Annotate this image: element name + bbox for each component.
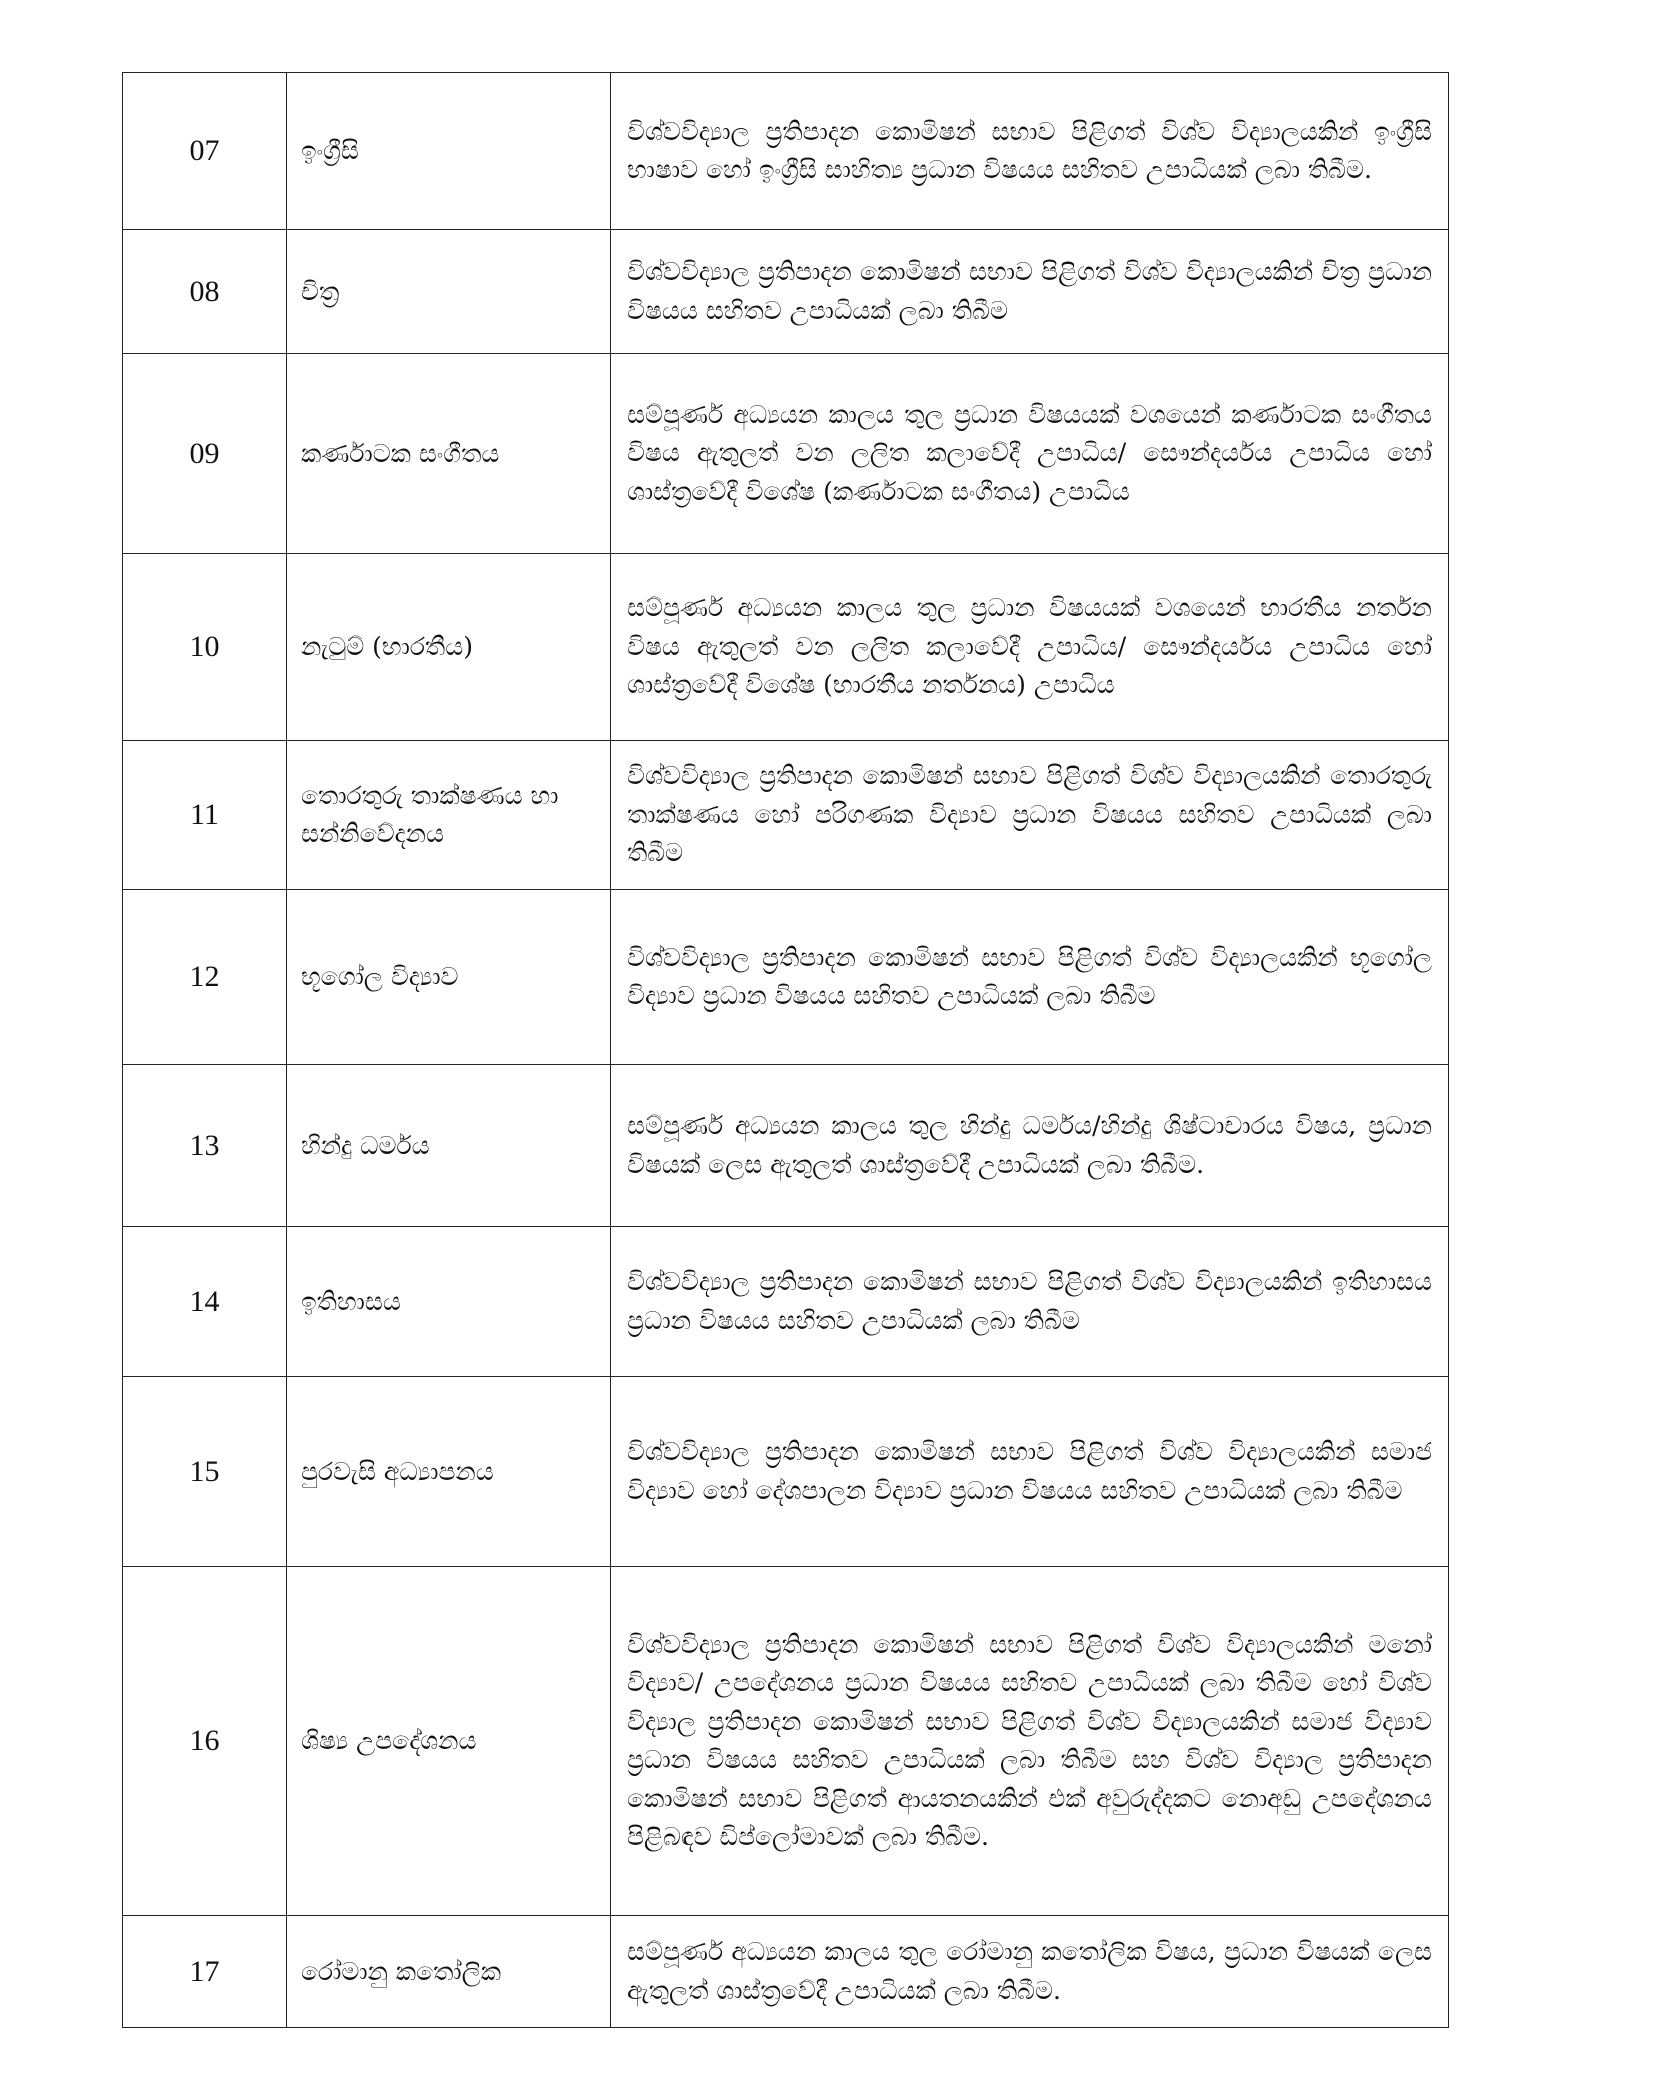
qualification-text: සම්පූර්ණ අධ්‍යයන කාලය තුල රෝමානු කතෝලික විෂය, ප්‍රධාන විෂයක් ලෙස ඇතුලත් ශාස්ත්‍රවේදී උපාධියක් ලබා තිබීම. — [611, 1916, 1449, 2028]
qualifications-table — [122, 72, 1449, 2028]
row-number: 09 — [123, 354, 287, 554]
table-row — [123, 354, 1449, 554]
subject-name: තොරතුරු තාක්ෂණය හා සන්නිවේදනය — [287, 741, 611, 890]
row-number: 12 — [123, 890, 287, 1065]
qualification-text: විශ්වවිද්‍යාල ප්‍රතිපාදන කොමිෂන් සභාව පිළිගත් විශ්ව විද්‍යාලයකින් තොරතුරු තාක්ෂණය හෝ පරිගණක විද්‍යාව ප්‍රධාන විෂයය සහිතව උපාධියක් ලබා තිබීම — [611, 741, 1449, 890]
subject-name: ඉංග්‍රීසි — [287, 73, 611, 230]
subject-name: පුරවැසි අධ්‍යාපනය — [287, 1377, 611, 1567]
subject-name: ශිෂ්‍ය උපදේශනය — [287, 1567, 611, 1916]
qualification-text: විශ්වවිද්‍යාල ප්‍රතිපාදන කොමිෂන් සභාව පිළිගත් විශ්ව විද්‍යාලයකින් චිත්‍ර ප්‍රධාන විෂයය සහිතව උපාධියක් ලබා තිබීම — [611, 230, 1449, 354]
table-row — [123, 554, 1449, 741]
row-number: 15 — [123, 1377, 287, 1567]
qualification-text: සම්පූර්ණ අධ්‍යයන කාලය තුල ප්‍රධාන විෂයයක් වශයෙන් කර්ණාටක සංගීතය විෂය ඇතුලත් වන ලලිත කලාවේදී උපාධිය/ සෞන්දර්යය උපාධිය හෝ ශාස්ත්‍රවේදී විශේෂ (කර්ණාටක සංගීතය) උපාධිය — [611, 354, 1449, 554]
row-number: 07 — [123, 73, 287, 230]
qualification-text: විශ්වවිද්‍යාල ප්‍රතිපාදන කොමිෂන් සභාව පිළිගත් විශ්ව විද්‍යාලයකින් ඉතිහාසය ප්‍රධාන විෂයය සහිතව උපාධියක් ලබා තිබීම — [611, 1227, 1449, 1377]
qualification-text: විශ්වවිද්‍යාල ප්‍රතිපාදන කොමිෂන් සභාව පිළිගත් විශ්ව විද්‍යාලයකින් මනෝ විද්‍යාව/ උපදේශනය ප්‍රධාන විෂයය සහිතව උපාධියක් ලබා තිබීම හෝ විශ්ව විද්‍යාල ප්‍රතිපාදන කොමිෂන් සභාව පිළිගත් විශ්ව විද්‍යාලයකින් සමාජ විද්‍යාව ප්‍රධාන විෂයය සහිතව උපාධියක් ලබා තිබීම සහ විශ්ව විද්‍යාල ප්‍රතිපාදන කොමිෂන් සභාව පිළිගත් ආයතනයකින් එක් අවුරුද්දකට නොඅඩු උපදේශනය පිළිබඳව ඩිප්ලෝමාවක් ලබා තිබීම. — [611, 1567, 1449, 1916]
subject-name: හින්දු ධර්මය — [287, 1065, 611, 1227]
subject-name: භූගෝල විද්‍යාව — [287, 890, 611, 1065]
document-page — [122, 72, 1448, 2028]
table-row — [123, 1567, 1449, 1916]
table-row — [123, 1065, 1449, 1227]
row-number: 14 — [123, 1227, 287, 1377]
table-row — [123, 73, 1449, 230]
table-row — [123, 1377, 1449, 1567]
row-number: 10 — [123, 554, 287, 741]
subject-name: නැටුම් (භාරතීය) — [287, 554, 611, 741]
table-row — [123, 1916, 1449, 2028]
subject-name: ඉතිහාසය — [287, 1227, 611, 1377]
qualification-text: විශ්වවිද්‍යාල ප්‍රතිපාදන කොමිෂන් සභාව පිළිගත් විශ්ව විද්‍යාලයකින් භූගෝල විද්‍යාව ප්‍රධාන විෂයය සහිතව උපාධියක් ලබා තිබීම — [611, 890, 1449, 1065]
qualification-text: විශ්වවිද්‍යාල ප්‍රතිපාදන කොමිෂන් සභාව පිළිගත් විශ්ව විද්‍යාලයකින් ඉංග්‍රීසි භාෂාව හෝ ඉංග්‍රීසි සාහිත්‍ය ප්‍රධාන විෂයය සහිතව උපාධියක් ලබා තිබීම. — [611, 73, 1449, 230]
qualification-text: විශ්වවිද්‍යාල ප්‍රතිපාදන කොමිෂන් සභාව පිළිගත් විශ්ව විද්‍යාලයකින් සමාජ විද්‍යාව හෝ දේශපාලන විද්‍යාව ප්‍රධාන විෂයය සහිතව උපාධියක් ලබා තිබීම — [611, 1377, 1449, 1567]
subject-name: රෝමානු කතෝලික — [287, 1916, 611, 2028]
row-number: 17 — [123, 1916, 287, 2028]
table-row — [123, 741, 1449, 890]
qualification-text: සම්පූර්ණ අධ්‍යයන කාලය තුල හින්දු ධර්මය/හින්දු ශිෂ්ටාචාරය විෂය, ප්‍රධාන විෂයක් ලෙස ඇතුලත් ශාස්ත්‍රවේදී උපාධියක් ලබා තිබීම. — [611, 1065, 1449, 1227]
table-row — [123, 230, 1449, 354]
subject-name: කර්ණාටක සංගීතය — [287, 354, 611, 554]
table-row — [123, 890, 1449, 1065]
row-number: 13 — [123, 1065, 287, 1227]
row-number: 11 — [123, 741, 287, 890]
qualification-text: සම්පූර්ණ අධ්‍යයන කාලය තුල ප්‍රධාන විෂයයක් වශයෙන් භාරතීය නර්තන විෂය ඇතුලත් වන ලලිත කලාවේදී උපාධිය/ සෞන්දර්යය උපාධිය හෝ ශාස්ත්‍රවේදී විශේෂ (භාරතීය නර්තනය) උපාධිය — [611, 554, 1449, 741]
table-row — [123, 1227, 1449, 1377]
row-number: 08 — [123, 230, 287, 354]
subject-name: චිත්‍ර — [287, 230, 611, 354]
row-number: 16 — [123, 1567, 287, 1916]
